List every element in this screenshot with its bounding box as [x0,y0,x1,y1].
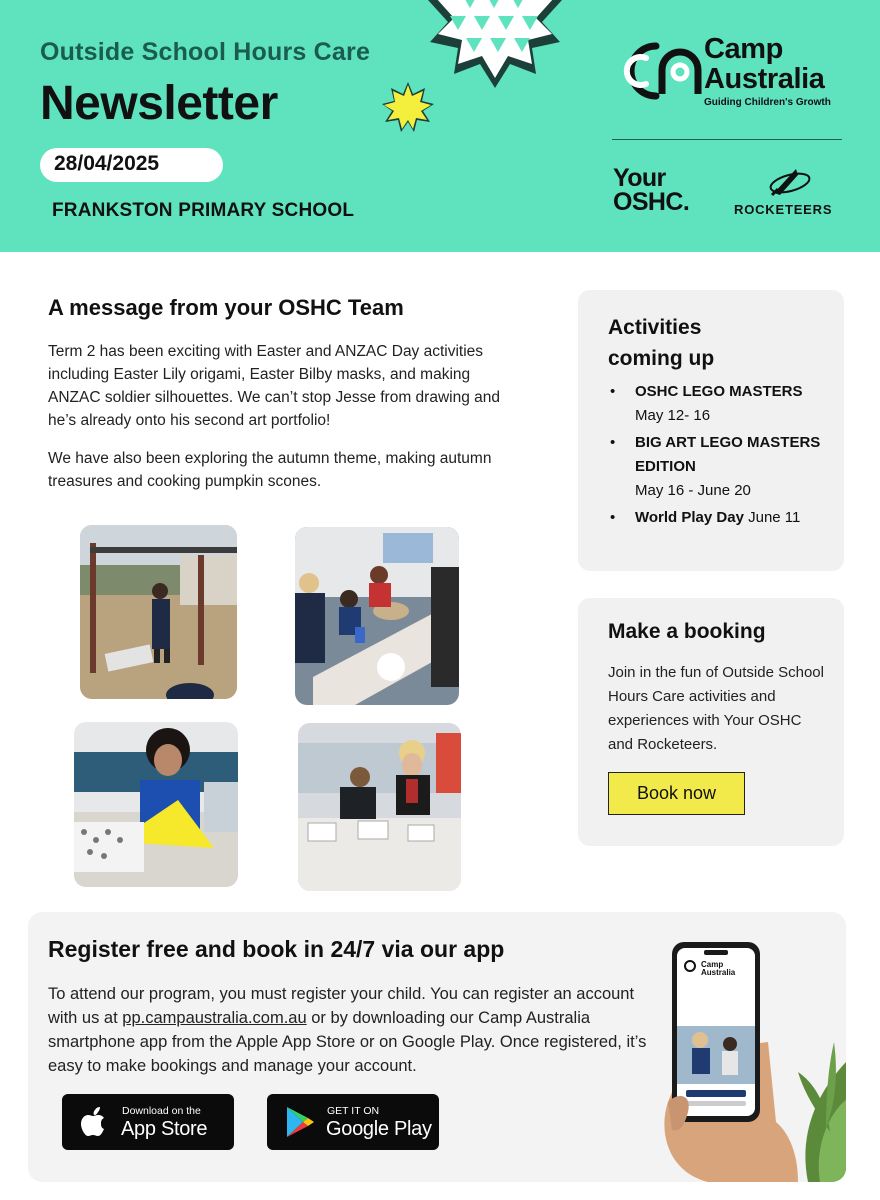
message-title: A message from your OSHC Team [48,295,404,320]
rocket-icon [764,165,812,197]
register-text [48,982,648,1078]
app-store-label: App Store [121,1118,208,1140]
camp-australia-tagline: Guiding Children's Growth [704,97,831,108]
newsletter-header [0,0,880,252]
google-play-icon [281,1104,317,1140]
book-now-button[interactable]: Book now [608,772,745,815]
phone-screen-brand [701,961,735,977]
photo-playground [80,525,237,699]
activities-title-line-2: coming up [608,347,715,370]
google-play-label: Google Play [326,1118,432,1140]
booking-card [578,598,844,846]
booking-text: Join in the fun of Outside School Hours Care activities and experiences with Your OSHC and Rocketeers. [608,664,824,753]
photo-art-table [298,723,461,891]
google-play-small-text: GET IT ON [327,1105,380,1117]
activity-name: • OSHC LEGO MASTERS [635,383,803,400]
google-play-button[interactable] [267,1094,439,1150]
newsletter-date: 28/04/2025 [40,148,223,182]
register-link[interactable]: pp.campaustralia.com.au [122,1009,307,1027]
activities-title [608,312,714,374]
activity-date: May 12- 16 [635,407,711,424]
camp-australia-wordmark [704,34,825,94]
photo-origami [74,722,238,887]
list-item [608,506,838,530]
triangle-star-decoration [410,0,580,90]
newsletter-kicker: Outside School Hours Care [40,38,371,66]
logo-divider [612,139,842,140]
app-store-button[interactable] [62,1094,234,1150]
message-paragraph-2: We have also been exploring the autumn theme, making autumn treasures and cooking pumpkin scones. [48,450,492,490]
booking-title: Make a booking [608,620,766,643]
apple-icon [76,1104,112,1140]
phone-in-hand-illustration [648,932,846,1182]
activity-date: May 16 - June 20 [635,482,751,499]
activity-name: World Play Day [635,509,744,526]
activity-date: June 11 [748,509,801,526]
message-paragraph-1: Term 2 has been exciting with Easter and ANZAC Day activities including Easter Lily origami, Easter Bilby masks, and making ANZAC soldier silhouettes. We can’t stop Jesse from drawing and he’s already onto his second art portfolio! [48,343,500,429]
register-title: Register free and book in 24/7 via our app [48,936,505,962]
rocketeers-logo: ROCKETEERS [734,202,833,217]
activities-list [608,380,838,533]
photo-cooking-class [295,527,459,705]
list-item [608,431,838,503]
your-oshc-logo [613,166,689,214]
your-oshc-word-1: Your [613,164,666,192]
phone-brand-word-1: Camp [701,960,724,969]
register-text-start: To attend our program, you must register your child. You can register an account with us at [48,985,635,1027]
app-store-small-text: Download on the [122,1105,201,1117]
sun-burst-decoration [380,80,436,134]
camp-australia-word-2: Australia [704,63,825,95]
school-name: FRANKSTON PRIMARY SCHOOL [52,200,355,221]
register-text-end: or by downloading our Camp Australia smartphone app from the Apple App Store or on Google Play. Once registered, it’s easy to make bookings and manage your account. [48,1009,647,1075]
phone-brand-word-2: Australia [701,968,736,977]
your-oshc-word-2: OSHC. [613,188,690,216]
activities-title-line-1: Activities [608,316,702,339]
camp-australia-word-1: Camp [704,33,783,65]
activities-card [578,290,844,571]
page-title: Newsletter [40,77,278,130]
list-item [608,380,838,428]
register-card [28,912,846,1182]
activity-name: • BIG ART LEGO MASTERS EDITION [635,434,821,475]
